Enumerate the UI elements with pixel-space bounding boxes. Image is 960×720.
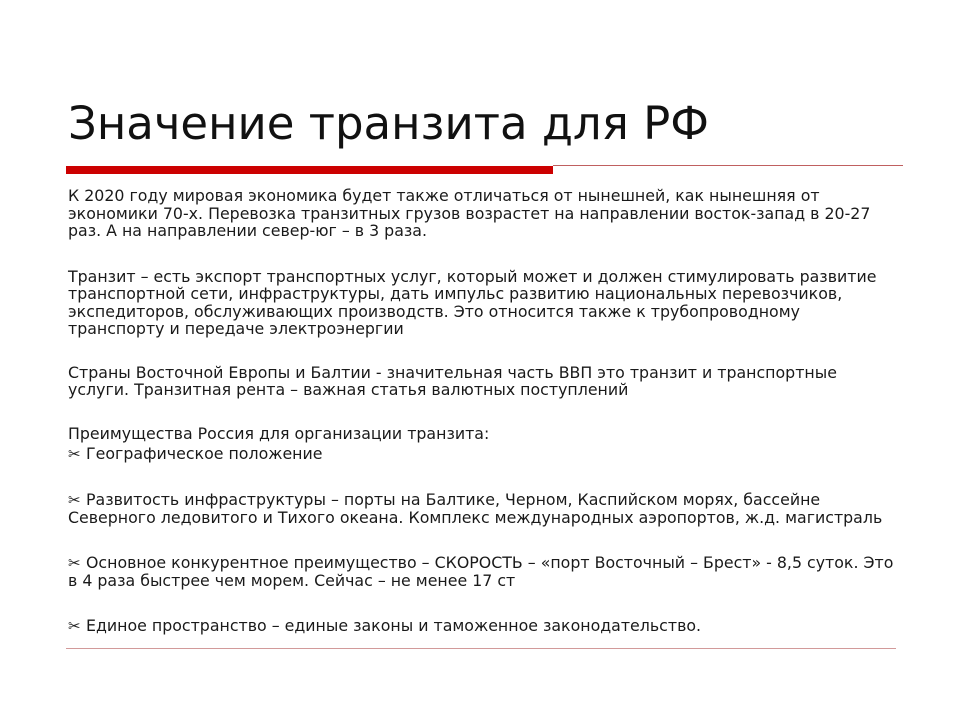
bullet-item (68, 491, 898, 527)
bullet-text: Единое пространство – единые законы и таможенное законодательство. (86, 615, 702, 635)
title-underline-thick (66, 166, 553, 174)
scissors-icon: ✂ (68, 445, 81, 463)
scissors-icon: ✂ (68, 490, 81, 509)
bullet-text: Географическое положение (86, 444, 323, 463)
scissors-icon: ✂ (68, 616, 81, 635)
scissors-icon: ✂ (68, 553, 81, 572)
bullet-text: Основное конкурентное преимущество – СКОРОСТЬ – «порт Восточный – Брест» - 8,5 суток. Это в 4 раза быстрее чем морем. Сейчас – не менее 17 ст (68, 552, 894, 590)
paragraph: Преимущества Россия для организации транзита: (68, 423, 490, 443)
bullet-text: Развитость инфраструктуры – порты на Балтике, Черном, Каспийском морях, бассейне Северного ледовитого и Тихого океана. Комплекс международных аэропортов, ж.д. магистраль (68, 489, 883, 527)
bullet-item (68, 445, 898, 464)
slide-title: Значение транзита для РФ (68, 97, 709, 150)
slide-content (68, 187, 898, 635)
paragraph: Транзит – есть экспорт транспортных услуг, который может и должен стимулировать развитие транспортной сети, инфраструктуры, дать импульс развитию национальных перевозчиков, экспедиторов, обслуживающих производств. Это относится также к трубопроводному транспорту и передаче электроэнергии (68, 266, 877, 338)
paragraph: Страны Восточной Европы и Балтии - значительная часть ВВП это транзит и транспортные услуги. Транзитная рента – важная статья валютных поступлений (68, 362, 837, 399)
paragraph: К 2020 году мировая экономика будет также отличаться от нынешней, как нынешняя от экономики 70-х. Перевозка транзитных грузов возрастет на направлении восток-запад в 20-27 раз. А на направлении север-юг – в 3 раза. (68, 186, 871, 240)
footer-divider (66, 648, 896, 649)
bullet-item (68, 554, 898, 590)
bullet-item (68, 617, 898, 636)
title-underline-thin (553, 165, 903, 166)
